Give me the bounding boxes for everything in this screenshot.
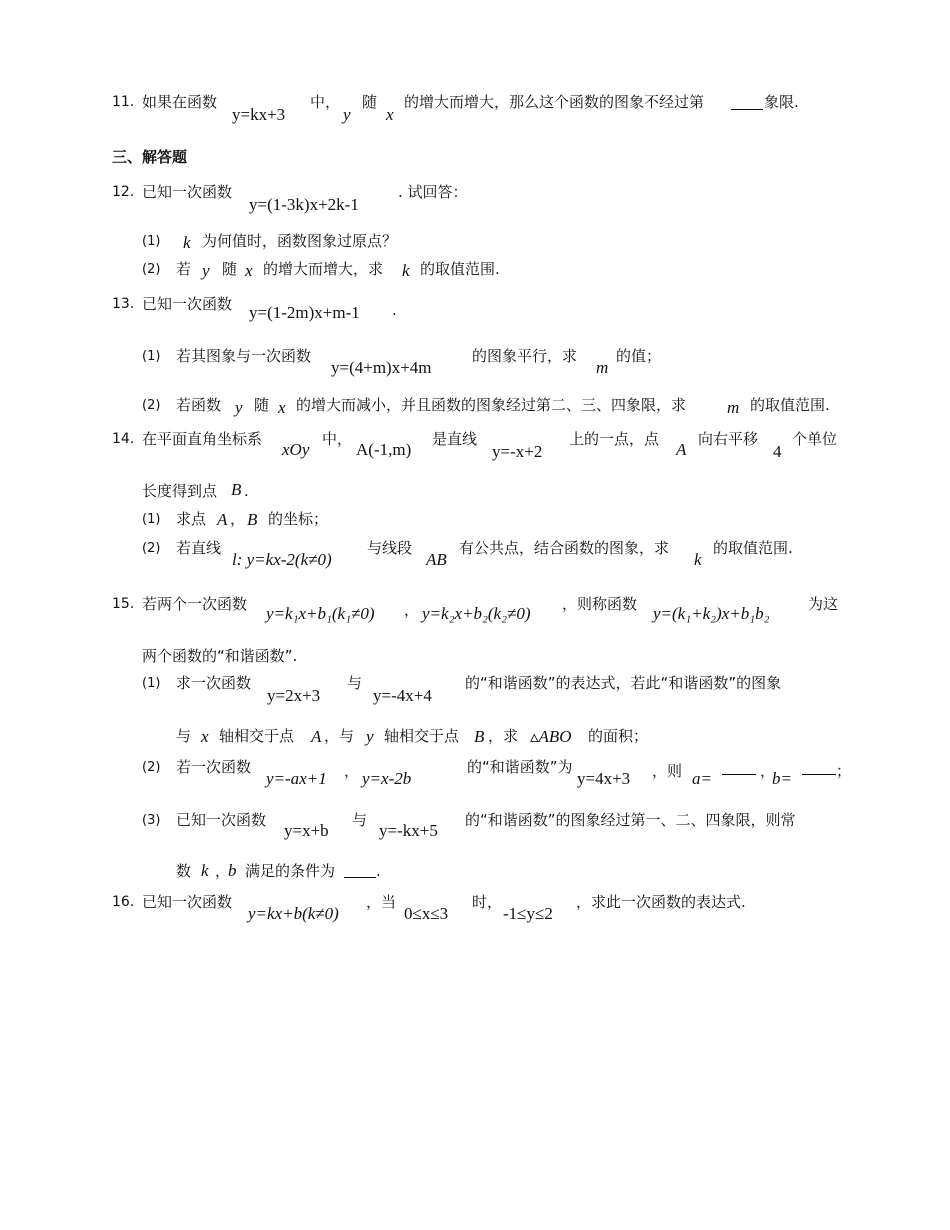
formula: y=kx+3 (232, 105, 286, 124)
formula: y=kx+b(k≠0) (248, 904, 339, 923)
text: 中， (310, 93, 341, 111)
var: b (228, 861, 237, 880)
text: 的值； (616, 347, 662, 365)
part-label: (2) (142, 398, 161, 413)
text: 的图象平行，求 (472, 347, 578, 365)
question-number: 14. (112, 431, 135, 447)
var: a= (692, 769, 712, 788)
formula: y=2x+3 (267, 686, 321, 705)
var: B (247, 510, 258, 529)
text: 为这 (808, 595, 839, 613)
text: 的取值范围. (750, 396, 830, 414)
text: 已知一次函数 (142, 183, 233, 201)
answer-blank (344, 863, 376, 878)
text: 满足的条件为 (245, 862, 336, 880)
formula: y=k₂x+b₂(k₂≠0) (422, 604, 531, 623)
formula: ▵ABO (530, 727, 572, 746)
text: 随 (254, 396, 270, 414)
var: k (694, 550, 702, 569)
formula: y=(4+m)x+4m (331, 358, 432, 377)
answer-blank (802, 768, 836, 775)
text: 是直线 (432, 430, 478, 448)
text: . (244, 482, 249, 500)
var: y (202, 261, 210, 280)
text: 已知一次函数 (176, 811, 267, 829)
text: 的面积； (588, 727, 649, 745)
text: 的“和谐函数”的表达式，若此“和谐函数”的图象 (465, 674, 782, 692)
text: 随 (222, 260, 238, 278)
var: y (366, 727, 374, 746)
text: ； (836, 762, 852, 780)
text: 的“和谐函数”为 (467, 758, 573, 776)
text: 求点 (176, 510, 207, 528)
var: k (201, 861, 209, 880)
text: 若 (176, 260, 192, 278)
text: 的增大而增大，那么这个函数的图象不经过第 (404, 93, 705, 111)
var: B (231, 480, 242, 499)
part-label: (1) (142, 349, 161, 364)
formula: A(-1,m) (356, 440, 412, 459)
question-number: 13. (112, 296, 135, 312)
text: 的“和谐函数”的图象经过第一、二、四象限，则常 (465, 811, 796, 829)
formula: y=-ax+1 (266, 769, 327, 788)
text: ，当 (366, 893, 397, 911)
text: 上的一点，点 (569, 430, 660, 448)
formula: y=k₁x+b₁(k₁≠0) (266, 604, 375, 623)
var: x (386, 105, 394, 124)
text: 的增大而减小，并且函数的图象经过第二、三、四象限，求 (296, 396, 687, 414)
text: 与 (352, 811, 368, 829)
text: 中， (322, 430, 353, 448)
var: k (402, 261, 410, 280)
answer-blank (722, 768, 756, 775)
text: 的增大而增大，求 (263, 260, 384, 278)
text: 与 (347, 674, 363, 692)
formula: y=(1-2m)x+m-1 (249, 303, 360, 322)
section-heading: 三、解答题 (112, 148, 188, 166)
text: ，求此一次函数的表达式. (576, 893, 746, 911)
part-label: (2) (142, 262, 161, 277)
var: x (245, 261, 253, 280)
text: 求一次函数 (176, 674, 252, 692)
text: 向右平移 (698, 430, 759, 448)
formula: xOy (282, 440, 310, 459)
formula: y=(k₁+k₂)x+b₁b₂ (653, 604, 770, 623)
text: 的坐标； (268, 510, 329, 528)
part-label: (2) (142, 541, 161, 556)
text: 随 (362, 93, 378, 111)
text: 若函数 (176, 396, 222, 414)
text: 个单位 (792, 430, 838, 448)
text: 有公共点，结合函数的图象，求 (459, 539, 670, 557)
text: 两个函数的“和谐函数”. (142, 647, 298, 665)
var: m (727, 398, 740, 417)
text: 如果在函数 (142, 93, 218, 111)
text: ， (344, 762, 360, 780)
question-number: 15. (112, 596, 135, 612)
text: 为何值时，函数图象过原点？ (202, 232, 398, 250)
text: ， (760, 762, 776, 780)
text: 若其图象与一次函数 (176, 347, 312, 365)
formula: 0≤x≤3 (404, 904, 449, 923)
var: y (235, 398, 243, 417)
text: 的取值范围. (713, 539, 793, 557)
var: B (474, 727, 485, 746)
formula: y=-kx+5 (379, 821, 438, 840)
text: 象限. (764, 93, 799, 111)
var: x (278, 398, 286, 417)
text: . (392, 301, 397, 319)
text: . (376, 862, 381, 880)
text: 与线段 (367, 539, 413, 557)
text: ，与 (324, 727, 355, 745)
number: 4 (773, 442, 782, 461)
formula: y=-x+2 (492, 442, 543, 461)
formula: -1≤y≤2 (503, 904, 553, 923)
part-label: (3) (142, 813, 161, 828)
var: b= (772, 769, 792, 788)
part-label: (1) (142, 676, 161, 691)
text: ，求 (488, 727, 519, 745)
text: 已知一次函数 (142, 893, 233, 911)
text: 已知一次函数 (142, 295, 233, 313)
text: 若两个一次函数 (142, 595, 248, 613)
text: ，则 (652, 762, 683, 780)
text: 时， (472, 893, 503, 911)
var: A (676, 440, 687, 459)
text: 轴相交于点 (384, 727, 460, 745)
part-label: (2) (142, 760, 161, 775)
var: k (183, 233, 191, 252)
text: 长度得到点 (142, 482, 218, 500)
var: AB (426, 550, 447, 569)
text: 数 (176, 862, 192, 880)
var: y (343, 105, 351, 124)
text: 若直线 (176, 539, 222, 557)
text: 轴相交于点 (219, 727, 295, 745)
var: A (311, 727, 322, 746)
text: . 试回答： (398, 183, 468, 201)
text: ，则称函数 (562, 595, 638, 613)
text: ， (215, 862, 231, 880)
var: A (217, 510, 228, 529)
formula: y=x+b (284, 821, 329, 840)
text: 与 (176, 727, 192, 745)
formula: y=-4x+4 (373, 686, 432, 705)
text: ， (230, 510, 246, 528)
question-number: 16. (112, 894, 135, 910)
part-label: (1) (142, 512, 161, 527)
answer-blank (731, 95, 763, 110)
part-label: (1) (142, 234, 161, 249)
text: 在平面直角坐标系 (142, 430, 263, 448)
text: 若一次函数 (176, 758, 252, 776)
question-number: 12. (112, 184, 135, 200)
formula: y=x-2b (362, 769, 412, 788)
formula: l: y=kx-2(k≠0) (232, 550, 332, 569)
formula: y=(1-3k)x+2k-1 (249, 195, 359, 214)
question-number: 11. (112, 94, 135, 110)
text: ， (404, 601, 420, 619)
var: m (596, 358, 609, 377)
formula: y=4x+3 (577, 769, 631, 788)
var: x (201, 727, 209, 746)
text: 的取值范围. (420, 260, 500, 278)
